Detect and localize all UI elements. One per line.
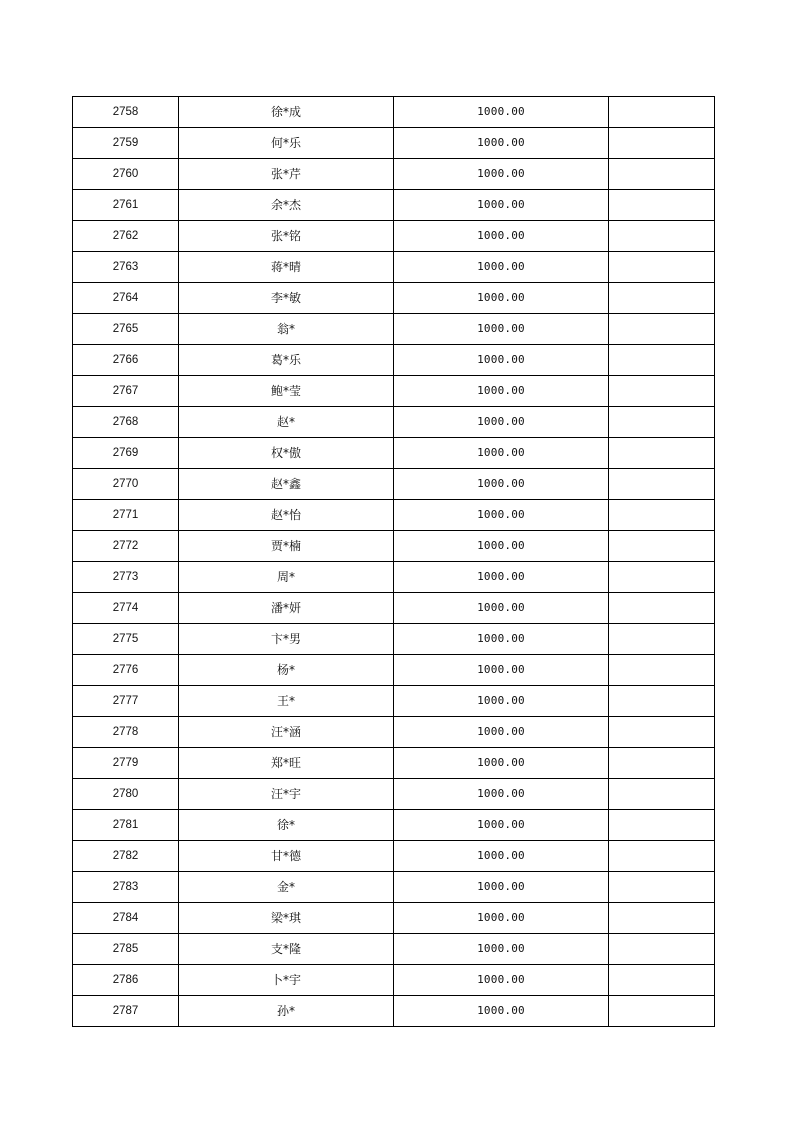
amount-cell: 1000.00 bbox=[394, 903, 609, 934]
row-number-cell: 2787 bbox=[73, 996, 179, 1027]
table-row bbox=[73, 438, 715, 469]
table-row bbox=[73, 314, 715, 345]
row-number-cell: 2784 bbox=[73, 903, 179, 934]
table-row bbox=[73, 717, 715, 748]
note-cell bbox=[609, 934, 715, 965]
note-cell bbox=[609, 376, 715, 407]
row-number-cell: 2774 bbox=[73, 593, 179, 624]
amount-cell: 1000.00 bbox=[394, 624, 609, 655]
note-cell bbox=[609, 593, 715, 624]
note-cell bbox=[609, 562, 715, 593]
note-cell bbox=[609, 283, 715, 314]
amount-cell: 1000.00 bbox=[394, 252, 609, 283]
table-row bbox=[73, 748, 715, 779]
row-number-cell: 2773 bbox=[73, 562, 179, 593]
amount-cell: 1000.00 bbox=[394, 841, 609, 872]
name-cell: 葛*乐 bbox=[179, 345, 394, 376]
row-number-cell: 2759 bbox=[73, 128, 179, 159]
amount-cell: 1000.00 bbox=[394, 469, 609, 500]
amount-cell: 1000.00 bbox=[394, 593, 609, 624]
row-number-cell: 2772 bbox=[73, 531, 179, 562]
amount-cell: 1000.00 bbox=[394, 283, 609, 314]
table-row bbox=[73, 407, 715, 438]
row-number-cell: 2783 bbox=[73, 872, 179, 903]
name-cell: 周* bbox=[179, 562, 394, 593]
note-cell bbox=[609, 190, 715, 221]
row-number-cell: 2776 bbox=[73, 655, 179, 686]
row-number-cell: 2770 bbox=[73, 469, 179, 500]
note-cell bbox=[609, 159, 715, 190]
name-cell: 余*杰 bbox=[179, 190, 394, 221]
amount-cell: 1000.00 bbox=[394, 438, 609, 469]
name-cell: 翁* bbox=[179, 314, 394, 345]
note-cell bbox=[609, 252, 715, 283]
table-row bbox=[73, 531, 715, 562]
row-number-cell: 2767 bbox=[73, 376, 179, 407]
note-cell bbox=[609, 686, 715, 717]
amount-cell: 1000.00 bbox=[394, 934, 609, 965]
table-row bbox=[73, 128, 715, 159]
name-cell: 鲍*莹 bbox=[179, 376, 394, 407]
name-cell: 徐* bbox=[179, 810, 394, 841]
amount-cell: 1000.00 bbox=[394, 686, 609, 717]
row-number-cell: 2775 bbox=[73, 624, 179, 655]
name-cell: 支*隆 bbox=[179, 934, 394, 965]
amount-cell: 1000.00 bbox=[394, 407, 609, 438]
note-cell bbox=[609, 965, 715, 996]
name-cell: 徐*成 bbox=[179, 97, 394, 128]
note-cell bbox=[609, 407, 715, 438]
table-row bbox=[73, 376, 715, 407]
amount-cell: 1000.00 bbox=[394, 376, 609, 407]
table-row bbox=[73, 469, 715, 500]
note-cell bbox=[609, 872, 715, 903]
amount-cell: 1000.00 bbox=[394, 97, 609, 128]
name-cell: 贾*楠 bbox=[179, 531, 394, 562]
row-number-cell: 2782 bbox=[73, 841, 179, 872]
note-cell bbox=[609, 97, 715, 128]
amount-cell: 1000.00 bbox=[394, 531, 609, 562]
name-cell: 王* bbox=[179, 686, 394, 717]
row-number-cell: 2768 bbox=[73, 407, 179, 438]
row-number-cell: 2758 bbox=[73, 97, 179, 128]
table-row bbox=[73, 965, 715, 996]
table-row bbox=[73, 655, 715, 686]
name-cell: 郑*旺 bbox=[179, 748, 394, 779]
name-cell: 杨* bbox=[179, 655, 394, 686]
note-cell bbox=[609, 221, 715, 252]
note-cell bbox=[609, 469, 715, 500]
payment-list-table bbox=[72, 96, 715, 1027]
note-cell bbox=[609, 748, 715, 779]
amount-cell: 1000.00 bbox=[394, 314, 609, 345]
name-cell: 权*傲 bbox=[179, 438, 394, 469]
amount-cell: 1000.00 bbox=[394, 190, 609, 221]
amount-cell: 1000.00 bbox=[394, 562, 609, 593]
name-cell: 蒋*晴 bbox=[179, 252, 394, 283]
amount-cell: 1000.00 bbox=[394, 996, 609, 1027]
amount-cell: 1000.00 bbox=[394, 810, 609, 841]
row-number-cell: 2779 bbox=[73, 748, 179, 779]
table-row bbox=[73, 97, 715, 128]
row-number-cell: 2763 bbox=[73, 252, 179, 283]
note-cell bbox=[609, 903, 715, 934]
table-row bbox=[73, 810, 715, 841]
table-row bbox=[73, 283, 715, 314]
row-number-cell: 2769 bbox=[73, 438, 179, 469]
amount-cell: 1000.00 bbox=[394, 221, 609, 252]
row-number-cell: 2765 bbox=[73, 314, 179, 345]
amount-cell: 1000.00 bbox=[394, 748, 609, 779]
note-cell bbox=[609, 996, 715, 1027]
table-row bbox=[73, 500, 715, 531]
note-cell bbox=[609, 841, 715, 872]
amount-cell: 1000.00 bbox=[394, 872, 609, 903]
note-cell bbox=[609, 810, 715, 841]
name-cell: 孙* bbox=[179, 996, 394, 1027]
amount-cell: 1000.00 bbox=[394, 655, 609, 686]
name-cell: 赵* bbox=[179, 407, 394, 438]
name-cell: 金* bbox=[179, 872, 394, 903]
table-row bbox=[73, 221, 715, 252]
row-number-cell: 2762 bbox=[73, 221, 179, 252]
row-number-cell: 2777 bbox=[73, 686, 179, 717]
name-cell: 赵*鑫 bbox=[179, 469, 394, 500]
amount-cell: 1000.00 bbox=[394, 717, 609, 748]
row-number-cell: 2786 bbox=[73, 965, 179, 996]
table-row bbox=[73, 624, 715, 655]
amount-cell: 1000.00 bbox=[394, 965, 609, 996]
row-number-cell: 2764 bbox=[73, 283, 179, 314]
table-row bbox=[73, 996, 715, 1027]
note-cell bbox=[609, 128, 715, 159]
note-cell bbox=[609, 438, 715, 469]
name-cell: 卞*男 bbox=[179, 624, 394, 655]
row-number-cell: 2766 bbox=[73, 345, 179, 376]
row-number-cell: 2785 bbox=[73, 934, 179, 965]
name-cell: 张*铭 bbox=[179, 221, 394, 252]
note-cell bbox=[609, 655, 715, 686]
table-row bbox=[73, 159, 715, 190]
name-cell: 李*敏 bbox=[179, 283, 394, 314]
table-row bbox=[73, 934, 715, 965]
table-row bbox=[73, 686, 715, 717]
amount-cell: 1000.00 bbox=[394, 500, 609, 531]
table-row bbox=[73, 872, 715, 903]
table-row bbox=[73, 779, 715, 810]
name-cell: 张*芹 bbox=[179, 159, 394, 190]
name-cell: 汪*涵 bbox=[179, 717, 394, 748]
name-cell: 汪*宇 bbox=[179, 779, 394, 810]
table-row bbox=[73, 841, 715, 872]
row-number-cell: 2771 bbox=[73, 500, 179, 531]
amount-cell: 1000.00 bbox=[394, 779, 609, 810]
name-cell: 何*乐 bbox=[179, 128, 394, 159]
amount-cell: 1000.00 bbox=[394, 345, 609, 376]
table-row bbox=[73, 345, 715, 376]
table-row bbox=[73, 190, 715, 221]
name-cell: 甘*德 bbox=[179, 841, 394, 872]
row-number-cell: 2781 bbox=[73, 810, 179, 841]
note-cell bbox=[609, 345, 715, 376]
row-number-cell: 2760 bbox=[73, 159, 179, 190]
note-cell bbox=[609, 531, 715, 562]
note-cell bbox=[609, 717, 715, 748]
name-cell: 梁*琪 bbox=[179, 903, 394, 934]
table-row bbox=[73, 252, 715, 283]
row-number-cell: 2778 bbox=[73, 717, 179, 748]
note-cell bbox=[609, 624, 715, 655]
name-cell: 卜*宇 bbox=[179, 965, 394, 996]
name-cell: 赵*怡 bbox=[179, 500, 394, 531]
table-row bbox=[73, 593, 715, 624]
table-row bbox=[73, 562, 715, 593]
name-cell: 潘*妍 bbox=[179, 593, 394, 624]
table-row bbox=[73, 903, 715, 934]
table-body bbox=[73, 97, 715, 1027]
note-cell bbox=[609, 779, 715, 810]
amount-cell: 1000.00 bbox=[394, 128, 609, 159]
note-cell bbox=[609, 500, 715, 531]
row-number-cell: 2761 bbox=[73, 190, 179, 221]
amount-cell: 1000.00 bbox=[394, 159, 609, 190]
note-cell bbox=[609, 314, 715, 345]
row-number-cell: 2780 bbox=[73, 779, 179, 810]
